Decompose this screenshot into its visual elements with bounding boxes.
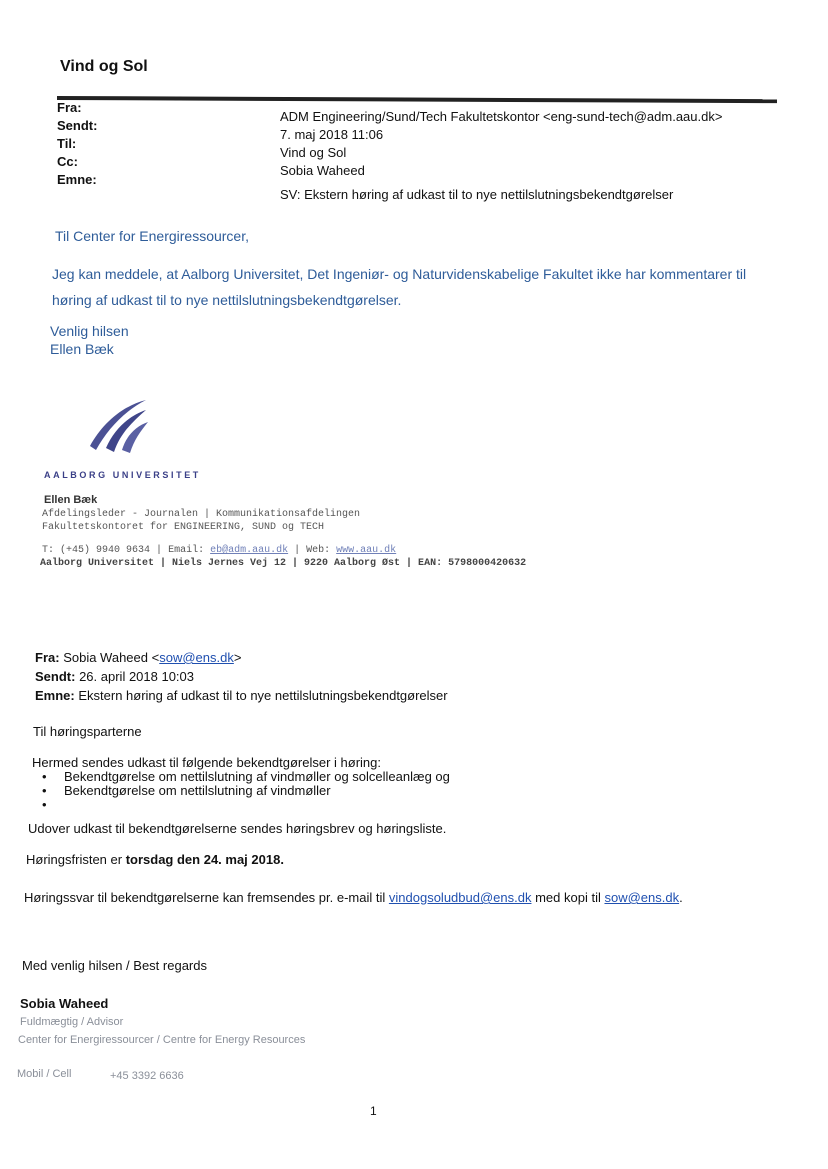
sent-value: 7. maj 2018 11:06 xyxy=(280,127,384,142)
reply-body-line2: høring af udkast til to nye nettilslutningsbekendtgørelser. xyxy=(52,292,402,308)
responses-end: . xyxy=(679,890,683,905)
original-from-name: Sobia Waheed xyxy=(63,650,148,665)
deadline-line xyxy=(26,852,284,867)
original-mobile-number: +45 3392 6636 xyxy=(110,1070,184,1082)
to-label: Til: xyxy=(57,136,77,151)
regards-line: Med venlig hilsen / Best regards xyxy=(22,958,207,973)
original-signature-name: Sobia Waheed xyxy=(20,996,109,1011)
subject-label: Emne: xyxy=(57,172,97,187)
cc-value: Sobia Waheed xyxy=(280,163,365,178)
from-label: Fra: xyxy=(57,100,82,115)
reply-name: Ellen Bæk xyxy=(50,341,114,357)
signature-email-link[interactable]: eb@adm.aau.dk xyxy=(210,545,289,556)
original-subject-value: Ekstern høring af udkast til to nye nettilslutningsbekendtgørelser xyxy=(78,688,448,703)
responses-line xyxy=(24,890,683,905)
deadline-value: torsdag den 24. maj 2018. xyxy=(125,852,284,867)
university-name: AALBORG UNIVERSITET xyxy=(44,470,201,480)
title-divider xyxy=(57,96,777,103)
list-item: • Bekendtgørelse om nettilslutning af vindmøller og solcelleanlæg og xyxy=(64,770,450,784)
reply-greeting: Til Center for Energiressourcer, xyxy=(55,228,249,244)
signature-web-label: Web: xyxy=(306,545,331,556)
reply-closing: Venlig hilsen xyxy=(50,323,129,339)
list-item xyxy=(64,798,450,812)
to-value: Vind og Sol xyxy=(280,145,347,160)
original-signature-org: Center for Energiressourcer / Centre for Energy Resources xyxy=(18,1034,306,1046)
responses-middle: med kopi til xyxy=(535,890,601,905)
signature-office: Fakultetskontoret for ENGINEERING, SUND og TECH xyxy=(42,522,325,533)
original-intro: Hermed sendes udkast til følgende bekendtgørelser i høring: xyxy=(32,755,382,770)
responses-email-link[interactable]: vindogsoludbud@ens.dk xyxy=(388,890,532,905)
signature-title: Afdelingsleder - Journalen | Kommunikationsafdelingen xyxy=(42,509,361,520)
original-sent-value: 26. april 2018 10:03 xyxy=(79,669,195,684)
page-number: 1 xyxy=(370,1104,377,1118)
original-subject-line xyxy=(35,688,448,703)
responses-prefix: Høringssvar til bekendtgørelserne kan fremsendes pr. e-mail til xyxy=(24,890,386,905)
list-item: • Bekendtgørelse om nettilslutning af vindmøller xyxy=(64,784,450,798)
original-salutation: Til høringsparterne xyxy=(33,724,142,739)
sent-label: Sendt: xyxy=(57,118,98,133)
original-signature-title: Fuldmægtig / Advisor xyxy=(20,1016,124,1028)
signature-address: Aalborg Universitet | Niels Jernes Vej 12 | 9220 Aalborg Øst | EAN: 5798000420632 xyxy=(40,558,527,569)
original-sent-line xyxy=(35,669,194,684)
original-mobile-label: Mobil / Cell xyxy=(17,1068,72,1080)
cc-label: Cc: xyxy=(57,154,78,169)
signature-web-link[interactable]: www.aau.dk xyxy=(336,545,397,556)
original-from-label: Fra: xyxy=(35,650,60,665)
subject-value: SV: Ekstern høring af udkast til to nye nettilslutningsbekendtgørelser xyxy=(280,187,674,202)
signature-email-label: Email: xyxy=(168,545,205,556)
aalborg-university-logo xyxy=(88,396,150,454)
responses-cc-link[interactable]: sow@ens.dk xyxy=(604,890,680,905)
original-from-email[interactable]: sow@ens.dk xyxy=(159,650,234,665)
bekendtgorelse-list xyxy=(40,770,450,812)
from-value: ADM Engineering/Sund/Tech Fakultetskontor <eng-sund-tech@adm.aau.dk> xyxy=(280,109,723,124)
signature-phone: T: (+45) 9940 9634 xyxy=(42,545,151,556)
email-title: Vind og Sol xyxy=(60,58,148,75)
original-from-line: Fra: Sobia Waheed <sow@ens.dk> xyxy=(35,650,242,665)
deadline-prefix: Høringsfristen er xyxy=(26,852,123,867)
original-sent-label: Sendt: xyxy=(35,669,76,684)
reply-body-line1: Jeg kan meddele, at Aalborg Universitet, Det Ingeniør- og Naturvidenskabelige Fakultet ikke har kommentarer til xyxy=(52,266,747,282)
signature-name: Ellen Bæk xyxy=(44,494,98,506)
attachments-note: Udover udkast til bekendtgørelserne sendes høringsbrev og høringsliste. xyxy=(28,821,447,836)
signature-contact: T: (+45) 9940 9634 | Email: eb@adm.aau.dk | Web: www.aau.dk xyxy=(42,545,397,556)
original-subject-label: Emne: xyxy=(35,688,75,703)
